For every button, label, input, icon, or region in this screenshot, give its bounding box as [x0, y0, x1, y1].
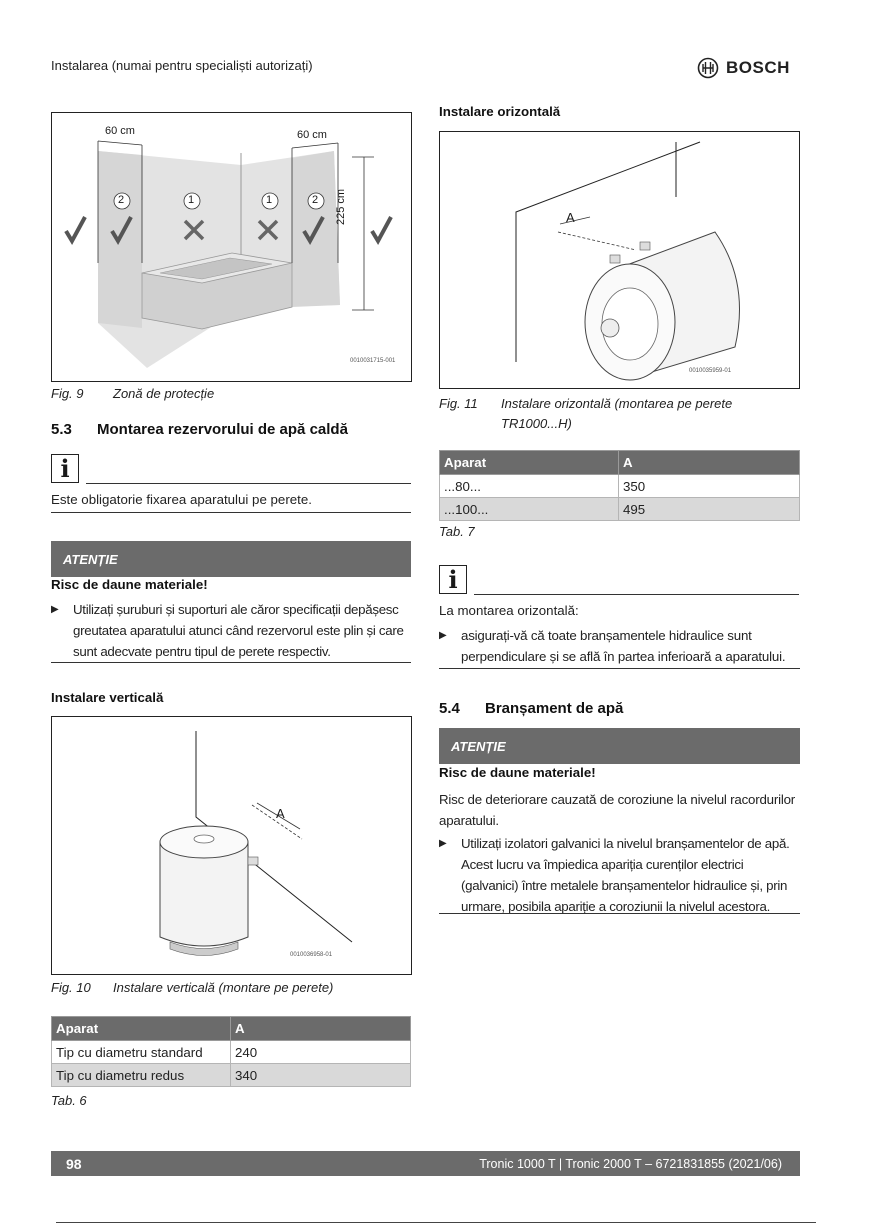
figure-vertical-install [51, 716, 412, 975]
warning-title: Risc de daune materiale! [51, 577, 208, 592]
bullet-arrow-icon: ▶ [439, 630, 447, 641]
figure-protection-zone [51, 112, 412, 382]
info-text: Este obligatorie fixarea aparatului pe perete. [51, 492, 312, 507]
divider [474, 594, 799, 595]
figure-horizontal-install [439, 131, 800, 389]
zone-2-right: 2 [312, 194, 319, 206]
table-cell: 340 [231, 1064, 411, 1087]
zone-2-left: 2 [118, 194, 125, 206]
bathroom-zone-illustration [52, 113, 411, 381]
info-icon: i [51, 454, 79, 483]
brand-logo [697, 55, 807, 81]
bullet-text: Utilizați izolatori galvanici la nivelul branșamentelor de apă. Acest lucru va împiedica apariția curenților electrici (galvanici) între metalele branșamentelor hidraulice și, prin urmare, posibila apariție a coroziunii la nivelul acestora. [461, 836, 790, 914]
dimension-label-a: A [276, 806, 285, 821]
warning-text: Risc de deteriorare cauzată de coroziune la nivelul racordurilor aparatului. [439, 792, 796, 828]
section-title: Montarea rezervorului de apă caldă [97, 421, 348, 438]
table-caption: Tab. 7 [439, 524, 475, 539]
section-number: 5.3 [51, 421, 72, 438]
page-footer [51, 1151, 800, 1176]
table-cell: 495 [619, 498, 800, 521]
page-header-title: Instalarea (numai pentru specialiști autorizați) [51, 58, 313, 73]
table-cell: Tip cu diametru redus [52, 1064, 231, 1087]
figure-number: Fig. 9 [51, 386, 84, 401]
dimension-label-a: A [566, 210, 575, 225]
table-header: Aparat [52, 1017, 231, 1041]
table-row [440, 498, 800, 521]
table-cell: Tip cu diametru standard [52, 1041, 231, 1064]
table-cell: ...80... [440, 475, 619, 498]
table-7 [439, 450, 800, 521]
figure-code: 0010036958-01 [290, 952, 333, 958]
warning-label: ATENȚIE [51, 541, 411, 577]
divider [56, 1222, 816, 1223]
table-row [440, 475, 800, 498]
section-title: Branșament de apă [485, 700, 624, 717]
warning-label: ATENȚIE [439, 728, 800, 764]
figure-caption [439, 394, 732, 434]
info-bullet [439, 625, 800, 667]
figure-caption-text: Instalare verticală (montare pe perete) [113, 980, 334, 995]
table-header: A [619, 451, 800, 475]
vertical-boiler-illustration [52, 717, 411, 974]
label-60cm-left: 60 cm [105, 125, 135, 137]
figure-caption-line-2: TR1000...H) [501, 416, 572, 431]
figure-code: 0010031715-001 [350, 358, 396, 364]
bullet-text: Utilizați șuruburi și suporturi ale căror specificații depășesc greutatea aparatului atunci când rezervorul este plin și care sunt adecvate pentru tipul de perete respectiv. [73, 602, 404, 659]
section-number: 5.4 [439, 700, 460, 717]
table-header: A [231, 1017, 411, 1041]
section-heading [439, 700, 623, 717]
label-225cm: 225 cm [335, 188, 347, 225]
subheading-vertical: Instalare verticală [51, 690, 164, 705]
table-row [52, 1064, 411, 1087]
table-row [52, 1041, 411, 1064]
horizontal-boiler-illustration [440, 132, 799, 388]
section-heading [51, 421, 348, 438]
table-header: Aparat [440, 451, 619, 475]
divider [86, 483, 411, 484]
bullet-arrow-icon: ▶ [51, 604, 59, 615]
table-cell: 240 [231, 1041, 411, 1064]
warning-bullet [439, 833, 800, 917]
info-icon: i [439, 565, 467, 594]
figure-caption-line-1: Instalare orizontală (montarea pe perete [501, 396, 733, 411]
divider [51, 662, 411, 663]
zone-1-right: 1 [266, 194, 273, 206]
table-cell: ...100... [440, 498, 619, 521]
label-60cm-right: 60 cm [297, 129, 327, 141]
divider [439, 668, 800, 669]
subheading-horizontal: Instalare orizontală [439, 104, 561, 119]
warning-title: Risc de daune materiale! [439, 765, 596, 780]
warning-bullet [51, 599, 411, 662]
figure-number: Fig. 10 [51, 980, 91, 995]
figure-caption-text: Zonă de protecție [113, 386, 215, 401]
table-caption: Tab. 6 [51, 1093, 87, 1108]
divider [439, 913, 800, 914]
info-text: La montarea orizontală: [439, 603, 579, 618]
figure-caption [51, 980, 333, 995]
document-reference: Tronic 1000 T | Tronic 2000 T – 6721831855 (2021/06) [479, 1156, 782, 1171]
bullet-text: asigurați-vă că toate branșamentele hidraulice sunt perpendiculare și se află în partea inferioară a aparatului. [461, 628, 786, 664]
zone-1-left: 1 [188, 194, 195, 206]
table-cell: 350 [619, 475, 800, 498]
bullet-arrow-icon: ▶ [439, 838, 447, 849]
table-6 [51, 1016, 411, 1087]
divider [51, 512, 411, 513]
page-number: 98 [66, 1155, 82, 1172]
figure-number: Fig. 11 [439, 396, 478, 411]
brand-name: BOSCH [726, 58, 790, 77]
figure-caption [51, 386, 214, 401]
figure-code: 0010035959-01 [689, 368, 732, 374]
bosch-armature-icon [697, 57, 719, 79]
